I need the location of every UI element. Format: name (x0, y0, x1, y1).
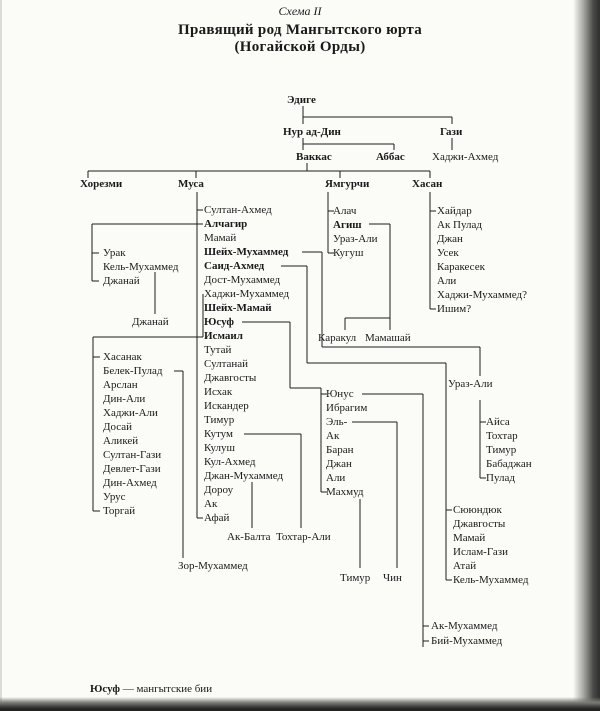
tree-node: Тутай (204, 344, 232, 356)
tree-node: Каракул (318, 332, 357, 344)
tree-node: Кулуш (204, 442, 235, 454)
tree-node: Нур ад-Дин (283, 126, 341, 138)
scan-edge-bottom (0, 697, 600, 711)
scan-edge-right (573, 0, 600, 711)
tree-node: Айса (486, 416, 510, 428)
tree-node: Джан (326, 458, 352, 470)
tree-node: Кутум (204, 428, 233, 440)
tree-node: Хасанак (103, 351, 142, 363)
tree-node: Хасан (412, 178, 443, 190)
tree-node: Тимур (340, 572, 371, 584)
tree-node: Алчагир (204, 218, 248, 230)
tree-node: Исмаил (204, 330, 243, 342)
tree-node: Хорезми (80, 178, 123, 190)
tree-node: Тохтар-Али (276, 531, 331, 543)
tree-node: Торгай (103, 505, 136, 517)
tree-node: Джан (437, 233, 463, 245)
tree-node: Бабаджан (486, 458, 532, 470)
tree-node: Дост-Мухаммед (204, 274, 281, 286)
tree-node: Хаджи-Мухаммед? (437, 289, 527, 301)
tree-node: Сююндюк (453, 504, 502, 516)
page-title-line2: (Ногайской Орды) (234, 39, 366, 55)
tree-node: Эль- (326, 416, 348, 428)
tree-node: Урус (103, 491, 126, 503)
tree-node: Кугуш (333, 247, 364, 259)
tree-node: Баран (326, 444, 354, 456)
tree-node: Исхак (204, 386, 233, 398)
tree-node: Пулад (486, 472, 515, 484)
tree-node: Шейх-Мухаммед (204, 246, 289, 258)
tree-node: Махмуд (326, 486, 364, 498)
tree-node: Афай (204, 512, 230, 524)
tree-node: Хаджи-Мухаммед (204, 288, 290, 300)
page-title-line1: Правящий род Мангытского юрта (178, 22, 422, 38)
tree-node: Кель-Мухаммед (103, 261, 179, 273)
tree-node: Гази (440, 126, 463, 138)
tree-node: Ак-Балта (227, 531, 271, 543)
tree-node: Али (437, 275, 457, 287)
tree-node: Джан-Мухаммед (204, 470, 284, 482)
tree-node: Али (326, 472, 346, 484)
tree-node: Хаджи-Ахмед (432, 151, 499, 163)
tree-node: Султанай (204, 358, 249, 370)
tree-node: Девлет-Гази (103, 463, 161, 475)
tree-node: Шейх-Мамай (204, 302, 272, 314)
tree-node: Аликей (103, 435, 139, 447)
tree-node: Тохтар (486, 430, 518, 442)
tree-node: Мамай (204, 232, 237, 244)
tree-node: Дороу (204, 484, 234, 496)
tree-node: Тимур (204, 414, 235, 426)
tree-node: Юнус (326, 388, 354, 400)
tree-node: Мамай (453, 532, 486, 544)
tree-node: Джавгосты (204, 372, 257, 384)
tree-node: Ак Пулад (437, 219, 482, 231)
tree-node: Агиш (333, 219, 362, 231)
tree-node: Ибрагим (326, 402, 368, 414)
tree-node: Ямгурчи (325, 178, 370, 190)
tree-node: Атай (453, 560, 477, 572)
tree-node: Ак-Мухаммед (431, 620, 498, 632)
tree-node: Чин (383, 572, 402, 584)
tree-node: Каракесек (437, 261, 485, 273)
tree-node: Ишим? (437, 303, 472, 315)
tree-node: Саид-Ахмед (204, 260, 265, 272)
tree-node: Тимур (486, 444, 517, 456)
tree-node: Хаджи-Али (103, 407, 158, 419)
tree-node: Дин-Ахмед (103, 477, 157, 489)
legend-text: — мангытские бии (122, 683, 213, 695)
legend-key: Юсуф (90, 683, 120, 695)
tree-node: Аббас (376, 151, 405, 163)
tree-node: Кель-Мухаммед (453, 574, 529, 586)
tree-node: Ак (326, 430, 340, 442)
tree-node: Кул-Ахмед (204, 456, 256, 468)
tree-node: Джавгосты (453, 518, 506, 530)
tree-node: Султан-Ахмед (204, 204, 272, 216)
tree-node: Мамашай (365, 332, 411, 344)
legend (90, 683, 212, 695)
tree-node: Ислам-Гази (453, 546, 509, 558)
tree-node: Зор-Мухаммед (178, 560, 248, 572)
tree-node: Джанай (103, 275, 140, 287)
tree-node: Урак (103, 247, 126, 259)
tree-node: Бий-Мухаммед (431, 635, 503, 647)
tree-node: Ак (204, 498, 218, 510)
tree-node: Искандер (204, 400, 249, 412)
tree-node: Белек-Пулад (103, 365, 163, 377)
tree-node: Эдиге (287, 94, 316, 106)
tree-node: Дин-Али (103, 393, 146, 405)
tree-node: Ваккас (296, 151, 332, 163)
tree-node: Юсуф (204, 316, 234, 328)
tree-node: Ураз-Али (448, 378, 493, 390)
tree-node: Ураз-Али (333, 233, 378, 245)
tree-node: Досай (103, 421, 133, 433)
tree-node: Арслан (103, 379, 138, 391)
tree-node: Алач (333, 205, 357, 217)
scheme-label: Схема II (278, 4, 322, 18)
tree-node: Муса (178, 178, 204, 190)
tree-node: Султан-Гази (103, 449, 162, 461)
tree-node: Хайдар (437, 205, 472, 217)
tree-node: Джанай (132, 316, 169, 328)
tree-node: Усек (437, 247, 459, 259)
scan-edge-left (0, 0, 2, 711)
